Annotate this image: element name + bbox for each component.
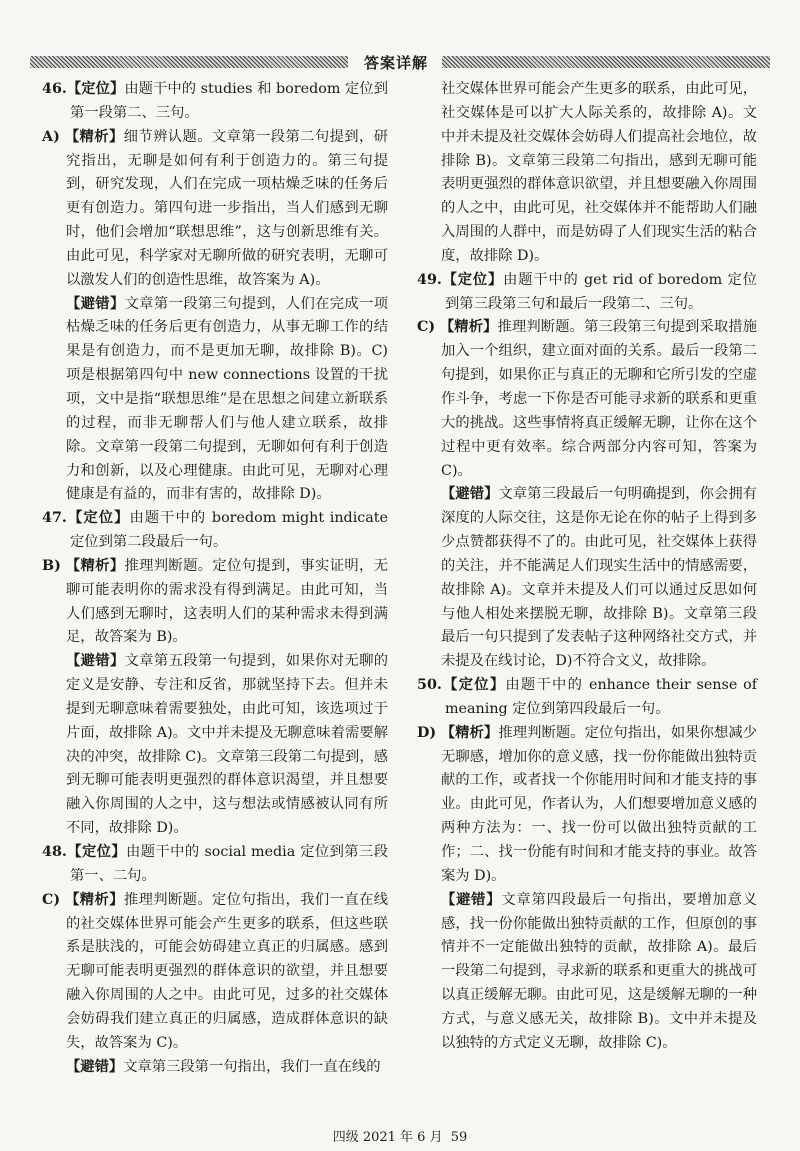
answer-letter: A): [42, 128, 60, 145]
explanation-paragraph: [417, 78, 757, 269]
question-number: 46.: [42, 81, 67, 97]
explanation-paragraph: [42, 1056, 388, 1080]
left-column: [42, 78, 388, 1079]
question-locator: [417, 269, 757, 317]
section-tag: 【精析】: [65, 891, 124, 908]
section-tag: 【精析】: [65, 557, 125, 574]
right-column: [417, 78, 757, 1056]
answer-letter: C): [417, 319, 436, 336]
section-tag: 【定位】: [441, 677, 506, 694]
section-tag: 【避错】: [66, 1058, 124, 1075]
question-locator: [42, 841, 388, 889]
explanation-paragraph: [42, 650, 388, 841]
paragraph-text: 文章第五段第一句提到，如果你对无聊的定义是安静、专注和反省，那就坚持下去。但并未提到无聊意味着需要独处，由此可知，该选项过于片面，故排除 A)。文中并未提及无聊意味着需要解决的冲突，故排除 C)。文章第三段第二句提到，感到无聊可能表明更强烈的群体意识渴望，并且想要融入你周围的人之中，这与想法或情感被认同有所不同，故排除 D)。: [66, 653, 389, 837]
page-footer: [0, 1126, 800, 1145]
paragraph-text: 由题干中的 social media 定位到第三段第一、二句。: [70, 844, 388, 884]
explanation-paragraph: [42, 293, 388, 508]
section-tag: 【避错】: [66, 295, 125, 312]
section-tag: 【定位】: [66, 510, 130, 527]
paragraph-text: 社交媒体世界可能会产生更多的联系，由此可见，社交媒体是可以扩大人际关系的，故排除 A)。文中并未提及社交媒体会妨碍人们提高社会地位，故排除 B)。文章第三段第二句指出，感到无聊可能表明更强烈的群体意识欲望，并且想要融入你周围的人之中，由此可见，社交媒体并不能帮助人们融入周围的人群中，而是妨碍了人们现实生活的粘合度，故排除 D)。: [441, 81, 757, 264]
answer-analysis: [42, 126, 388, 293]
header-title: 答案详解: [363, 54, 428, 72]
answer-analysis: [42, 889, 388, 1056]
question-number: 50.: [417, 677, 442, 694]
footer-label: 四级 2021 年 6 月: [332, 1130, 443, 1145]
section-tag: 【精析】: [439, 319, 498, 336]
section-tag: 【避错】: [441, 486, 499, 503]
paragraph-text: 文章第一段第三句提到，人们在完成一项枯燥乏味的任务后更有创造力，从事无聊工作的结果是有创造力，而不是更加无聊，故排除 B)。C)项是根据第四句中 new connections 设置的干扰项，文中是指“联想思维”是在思想之间建立新联系的过程，而非无聊帮人们与他人建立联系，故排除。文章第一段第二句提到，无聊如何有利于创造力和创新，以及心理健康。由此可见，无聊对心理健康是有益的，而非有害的，故排除 D)。: [66, 295, 389, 503]
answer-analysis: [42, 555, 388, 650]
paragraph-text: 文章第四段最后一句指出，要增加意义感，找一份你能做出独特贡献的工作，但原创的事情并不一定能做出独特的贡献，故排除 A)。最后一段第二句提到，寻求新的联系和更重大的挑战可以真正缓解无聊。由此可见，这是缓解无聊的一种方式，与意义感无关，故排除 B)。文中并未提及以独特的方式定义无聊，故排除 C)。: [441, 891, 758, 1051]
paragraph-text: 推理判断题。定位句指出，我们一直在线的社交媒体世界可能会产生更多的联系，但这些联系是肤浅的，可能会妨碍建立真正的归属感。感到无聊可能表明更强烈的群体意识的欲望，并且想要融入你周围的人之中。由此可见，过多的社交媒体会妨碍我们建立真正的归属感，造成群体意识的缺失，故答案为 C)。: [66, 891, 389, 1051]
question-number: 49.: [417, 271, 442, 288]
paragraph-text: 由题干中的 boredom might indicate 定位到第二段最后一句。: [70, 510, 388, 551]
section-tag: 【精析】: [440, 724, 499, 741]
explanation-paragraph: [417, 483, 757, 674]
page-number: 59: [450, 1130, 468, 1145]
paragraph-text: 推理判断题。定位句指出，如果你想减少无聊感，增加你的意义感，找一份你能做出独特贡献的工作，或者找一个你能用时间和才能支持的事业。由此可见，作者认为，人们想要增加意义感的两种方法为：一、找一份可以做出独特贡献的工作；二、找一份能有时间和才能支持的事业。故答案为 D)。: [441, 724, 758, 884]
section-tag: 【避错】: [66, 653, 125, 670]
section-tag: 【避错】: [441, 891, 502, 908]
paragraph-text: 细节辨认题。文章第一段第二句提到，研究指出，无聊是如何有利于创造力的。第三句提到，研究发现，人们在完成一项枯燥乏味的任务后更有创造力。第四句进一步指出，当人们感到无聊时，他们会增加“联想思维”，这与创新思维有关。由此可见，科学家对无聊所做的研究表明，无聊可以激发人们的创造性思维，故答案为 A)。: [66, 128, 389, 288]
paragraph-text: 推理判断题。第三段第三句提到采取措施加入一个组织，建立面对面的关系。最后一段第二句提到，如果你正与真正的无聊和它所引发的空虚作斗争，考虑一下你是否可能寻求新的联系和更重大的挑战。这些事情将真正缓解无聊，让你在这个过程中更有效率。综合两部分内容可知，答案为 C)。: [441, 319, 758, 479]
answer-analysis: [417, 722, 757, 889]
header-hatch-left: [30, 56, 348, 68]
page-header: [30, 52, 770, 72]
question-locator: [42, 78, 388, 126]
question-number: 47.: [42, 510, 67, 527]
section-tag: 【定位】: [441, 271, 504, 288]
section-tag: 【精析】: [64, 128, 124, 145]
question-number: 48.: [42, 844, 67, 860]
paragraph-text: 文章第三段第一句指出，我们一直在线的: [123, 1058, 381, 1075]
answer-letter: D): [417, 724, 437, 741]
answer-letter: C): [42, 891, 61, 908]
question-locator: [417, 674, 757, 722]
section-tag: 【定位】: [66, 81, 125, 97]
paragraph-text: 由题干中的 studies 和 boredom 定位到第一段第二、三句。: [70, 81, 388, 121]
paragraph-text: 由题干中的 get rid of boredom 定位到第三段第三句和最后一段第二、三句。: [445, 271, 757, 312]
paragraph-text: 由题干中的 enhance their sense of meaning 定位到第四段最后一句。: [445, 677, 757, 717]
answer-letter: B): [42, 557, 61, 574]
answer-analysis: [417, 316, 757, 483]
question-locator: [42, 507, 388, 555]
explanation-paragraph: [417, 889, 757, 1056]
header-hatch-right: [442, 56, 770, 68]
section-tag: 【定位】: [66, 844, 127, 860]
paragraph-text: 文章第三段最后一句明确提到，你会拥有深度的人际交往，这是你无论在你的帖子上得到多少点赞都获得不了的。由此可见，社交媒体上获得的关注，并不能满足人们现实生活中的情感需要，故排除 A)。文章并未提及人们可以通过反思如何与他人相处来摆脱无聊，故排除 B)。文章第三段最后一句只提到了发表帖子这种网络社交方式，并未提及在线讨论，D)不符合文义，故排除。: [441, 486, 757, 670]
paragraph-text: 推理判断题。定位句提到，事实证明，无聊可能表明你的需求没有得到满足。由此可知，当人们感到无聊时，这表明人们的某种需求未得到满足，故答案为 B)。: [66, 557, 389, 646]
